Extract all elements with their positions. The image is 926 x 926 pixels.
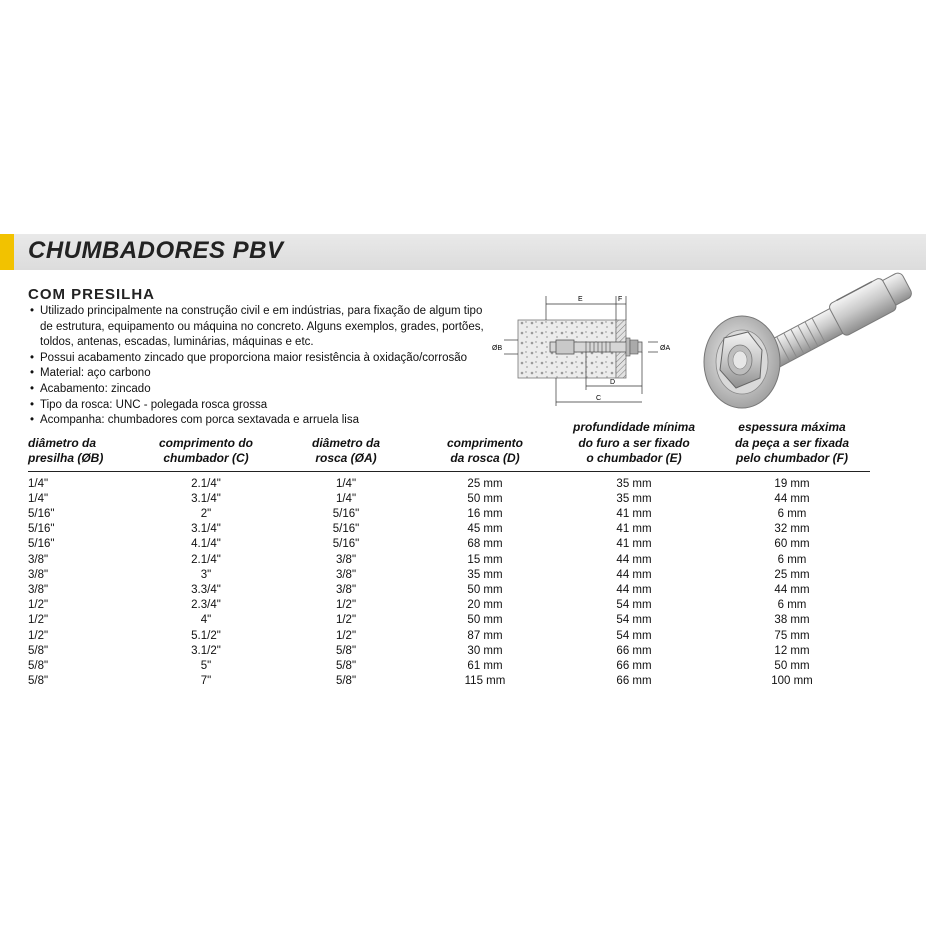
table-cell: 7" — [200, 675, 212, 688]
table-cell: 3.1/4" — [191, 523, 221, 536]
table-cell: 6 mm — [777, 553, 807, 566]
anchor-bolt-photo — [690, 246, 926, 422]
specifications-table — [28, 420, 870, 689]
table-row — [28, 522, 870, 537]
table-row — [28, 644, 870, 659]
table-cell: 54 mm — [616, 599, 652, 612]
table-cell: 3/8" — [335, 568, 357, 581]
feature-item: • Material: aço carbono — [28, 366, 488, 382]
table-cell: 2" — [200, 507, 212, 520]
table-cell: 35 mm — [616, 477, 652, 490]
column-header: diâmetro da rosca (ØA) — [276, 420, 416, 471]
table-cell: 50 mm — [774, 659, 810, 672]
table-cell: 44 mm — [616, 553, 652, 566]
label-f: F — [618, 296, 623, 303]
table-cell: 2.1/4" — [191, 477, 221, 490]
table-row — [28, 583, 870, 598]
column-header: diâmetro da presilha (ØB) — [28, 420, 136, 471]
table-cell: 44 mm — [774, 583, 810, 596]
feature-item: • Acompanha: chumbadores com porca sextavada e arruela lisa — [28, 413, 488, 429]
table-row — [28, 659, 870, 674]
table-cell: 25 mm — [774, 568, 810, 581]
feature-item: • Possui acabamento zincado que proporciona maior resistência à oxidação/corrosão — [28, 351, 488, 367]
column-header: espessura máxima da peça a ser fixada pelo chumbador (F) — [714, 420, 870, 471]
feature-list — [28, 304, 488, 429]
table-cell: 5/8" — [28, 675, 49, 688]
title-accent-bar — [0, 234, 14, 270]
table-cell: 61 mm — [467, 659, 503, 672]
table-cell: 68 mm — [467, 538, 503, 551]
table-cell: 35 mm — [467, 568, 503, 581]
table-cell: 41 mm — [616, 523, 652, 536]
table-cell: 2.1/4" — [191, 553, 221, 566]
table-cell: 1/2" — [28, 599, 49, 612]
table-cell: 50 mm — [467, 583, 503, 596]
table-row — [28, 613, 870, 628]
table-cell: 30 mm — [467, 644, 503, 657]
table-cell: 5/16" — [332, 507, 360, 520]
table-cell: 87 mm — [467, 629, 503, 642]
table-cell: 6 mm — [777, 599, 807, 612]
table-cell: 60 mm — [774, 538, 810, 551]
table-cell: 1/2" — [28, 629, 49, 642]
table-header-row — [28, 420, 870, 471]
table-cell: 5/8" — [28, 659, 49, 672]
table-cell: 19 mm — [774, 477, 810, 490]
table-cell: 44 mm — [774, 492, 810, 505]
table-cell: 32 mm — [774, 523, 810, 536]
page-title: CHUMBADORES PBV — [28, 237, 284, 264]
table-cell: 1/2" — [335, 599, 357, 612]
table-cell: 41 mm — [616, 538, 652, 551]
table-cell: 54 mm — [616, 629, 652, 642]
label-e: E — [578, 296, 583, 303]
label-c: C — [596, 395, 602, 402]
table-cell: 3" — [200, 568, 212, 581]
table-cell: 5/16" — [332, 523, 360, 536]
table-cell: 1/4" — [28, 477, 49, 490]
table-cell: 5" — [200, 659, 212, 672]
label-oa: ØA — [660, 345, 671, 352]
table-cell: 38 mm — [774, 614, 810, 627]
table-cell: 5.1/2" — [191, 629, 221, 642]
table-cell: 1/2" — [335, 629, 357, 642]
table-row — [28, 507, 870, 522]
table-cell: 3/8" — [335, 553, 357, 566]
table-cell: 66 mm — [616, 675, 652, 688]
table-cell: 5/16" — [332, 538, 360, 551]
table-row — [28, 568, 870, 583]
column-header: comprimento do chumbador (C) — [136, 420, 276, 471]
column-header: comprimento da rosca (D) — [416, 420, 554, 471]
table-cell: 3/8" — [28, 583, 49, 596]
table-cell: 16 mm — [467, 507, 503, 520]
table-cell: 4" — [200, 614, 212, 627]
table-row — [28, 598, 870, 613]
table-cell: 3/8" — [28, 568, 49, 581]
table-cell: 3.3/4" — [191, 583, 221, 596]
table-cell: 1/2" — [28, 614, 49, 627]
table-cell: 25 mm — [467, 477, 503, 490]
table-cell: 5/16" — [28, 507, 55, 520]
table-cell: 6 mm — [777, 507, 807, 520]
table-cell: 3.1/4" — [191, 492, 221, 505]
table-cell: 66 mm — [616, 644, 652, 657]
table-cell: 3.1/2" — [191, 644, 221, 657]
table-cell: 50 mm — [467, 492, 503, 505]
table-row — [28, 553, 870, 568]
table-cell: 5/8" — [335, 675, 357, 688]
table-cell: 12 mm — [774, 644, 810, 657]
table-row — [28, 537, 870, 552]
section-subtitle: COM PRESILHA — [28, 286, 156, 303]
table-cell: 45 mm — [467, 523, 503, 536]
table-cell: 3/8" — [28, 553, 49, 566]
table-cell: 1/2" — [335, 614, 357, 627]
table-cell: 15 mm — [467, 553, 503, 566]
table-cell: 3/8" — [335, 583, 357, 596]
table-cell: 1/4" — [28, 492, 49, 505]
table-cell: 5/16" — [28, 538, 55, 551]
table-cell: 54 mm — [616, 614, 652, 627]
table-cell: 5/16" — [28, 523, 55, 536]
table-row — [28, 629, 870, 644]
table-cell: 35 mm — [616, 492, 652, 505]
table-cell: 2.3/4" — [191, 599, 221, 612]
table-cell: 1/4" — [335, 477, 357, 490]
table-cell: 1/4" — [335, 492, 357, 505]
table-cell: 20 mm — [467, 599, 503, 612]
table-cell: 66 mm — [616, 659, 652, 672]
table-cell: 75 mm — [774, 629, 810, 642]
table-cell: 5/8" — [28, 644, 49, 657]
table-cell: 100 mm — [771, 675, 813, 688]
column-header: profundidade mínima do furo a ser fixado o chumbador (E) — [554, 420, 714, 471]
table-cell: 115 mm — [464, 675, 506, 688]
table-cell: 5/8" — [335, 659, 357, 672]
label-d: D — [610, 379, 616, 386]
table-row — [28, 492, 870, 507]
table-cell: 50 mm — [467, 614, 503, 627]
table-row — [28, 674, 870, 689]
table-cell: 44 mm — [616, 583, 652, 596]
table-cell: 5/8" — [335, 644, 357, 657]
feature-item: • Utilizado principalmente na construção civil e em indústrias, para fixação de algum tipo de estrutura, equipamento ou máquina no concreto. Alguns exemplos, grades, portões, toldos, antenas, escadas, luminárias, máquinas e etc. — [28, 304, 488, 351]
feature-item: • Acabamento: zincado — [28, 382, 488, 398]
table-body — [28, 471, 870, 689]
table-cell: 41 mm — [616, 507, 652, 520]
table-cell: 44 mm — [616, 568, 652, 581]
table-cell: 4.1/4" — [191, 538, 221, 551]
label-ob: ØB — [492, 345, 503, 352]
feature-item: • Tipo da rosca: UNC - polegada rosca grossa — [28, 398, 488, 414]
dimension-diagram — [490, 290, 690, 408]
table-row — [28, 471, 870, 492]
